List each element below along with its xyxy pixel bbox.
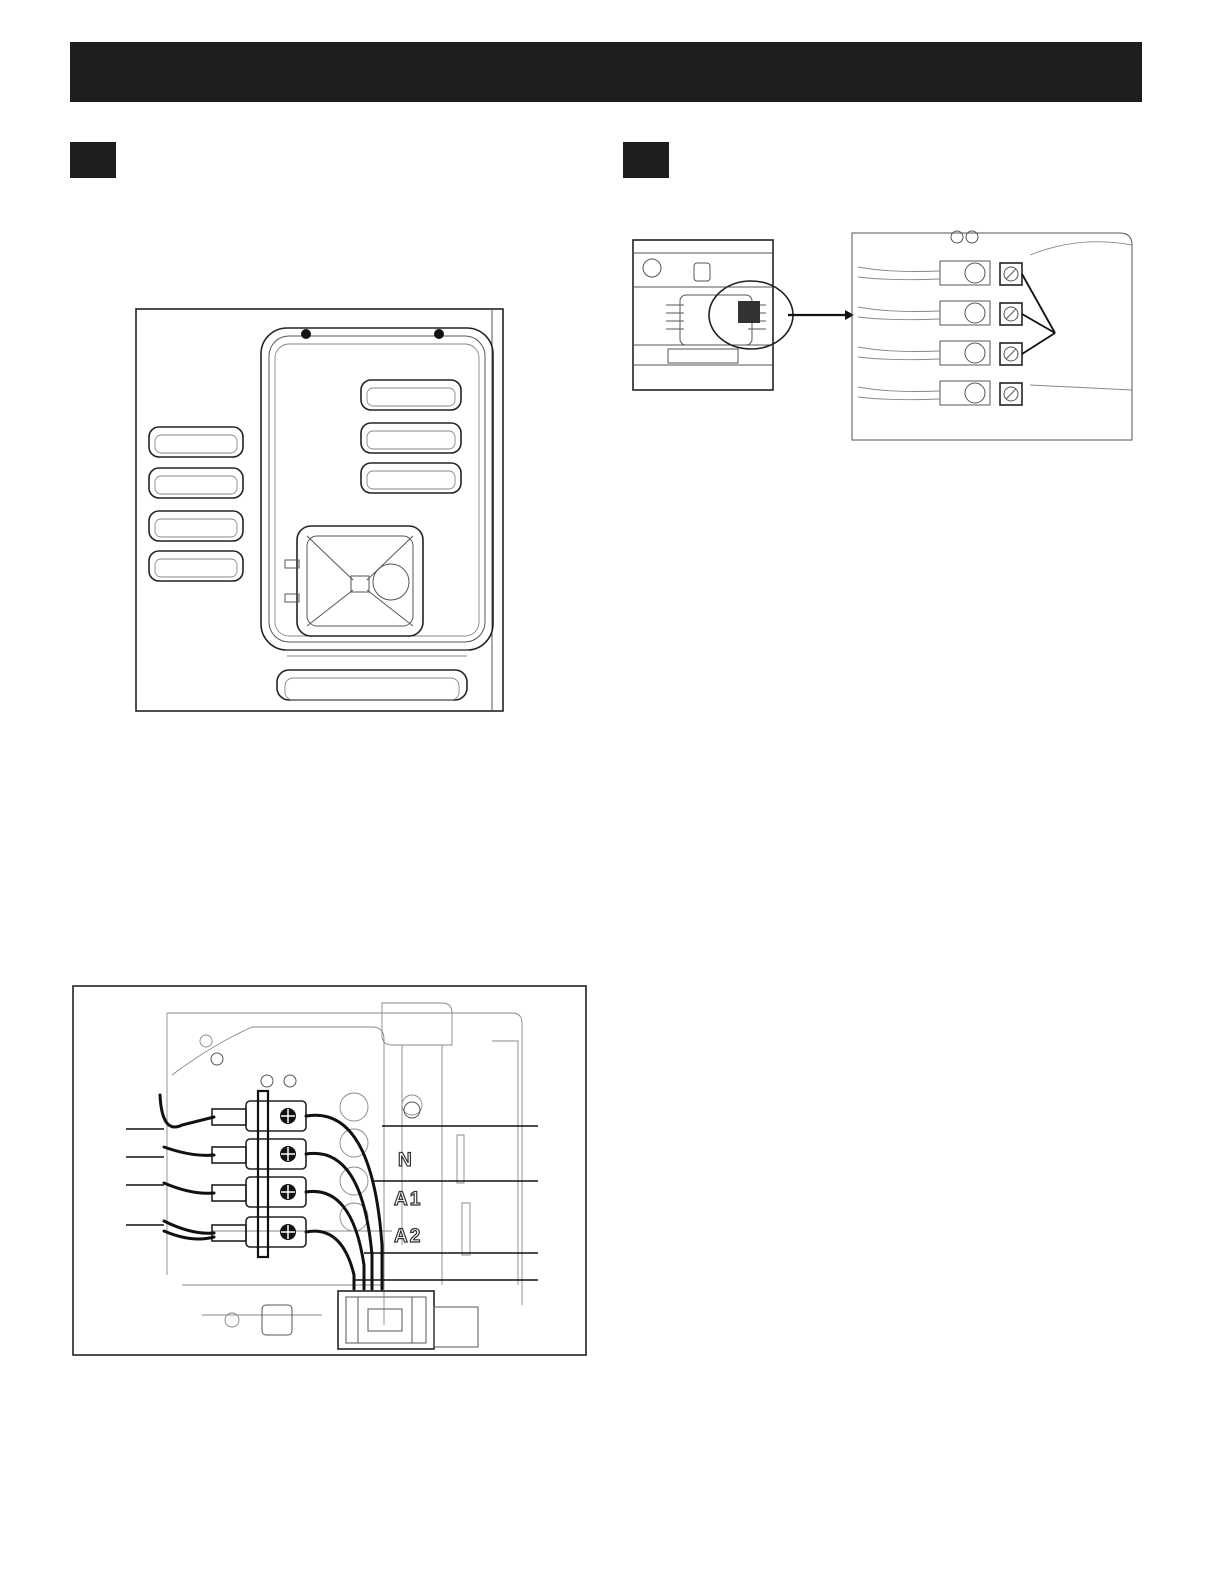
junction-box <box>285 526 423 636</box>
strain-relief-clamp <box>338 1291 478 1349</box>
rear-panel-figure <box>135 308 505 713</box>
supply-wires <box>160 1095 214 1239</box>
terminal-connectors <box>212 1091 306 1257</box>
header-bar <box>70 42 1142 102</box>
terminal-label-a2: A2 <box>394 1226 423 1247</box>
step-badge-right <box>623 142 669 178</box>
callout-lines <box>126 1126 538 1280</box>
range-rear-view <box>633 240 793 390</box>
terminal-label-n: N <box>398 1150 414 1171</box>
vent-slots-right <box>361 380 461 493</box>
vent-slots-left <box>149 427 243 581</box>
terminal-label-a1: A1 <box>394 1189 423 1210</box>
terminal-wiring-figure <box>72 985 588 1357</box>
internal-wires <box>306 1115 382 1289</box>
terminal-screws <box>1000 263 1022 405</box>
step-badge-left <box>70 142 116 178</box>
terminal-overview-figure <box>630 225 1140 445</box>
terminal-block-zoom <box>852 231 1132 440</box>
